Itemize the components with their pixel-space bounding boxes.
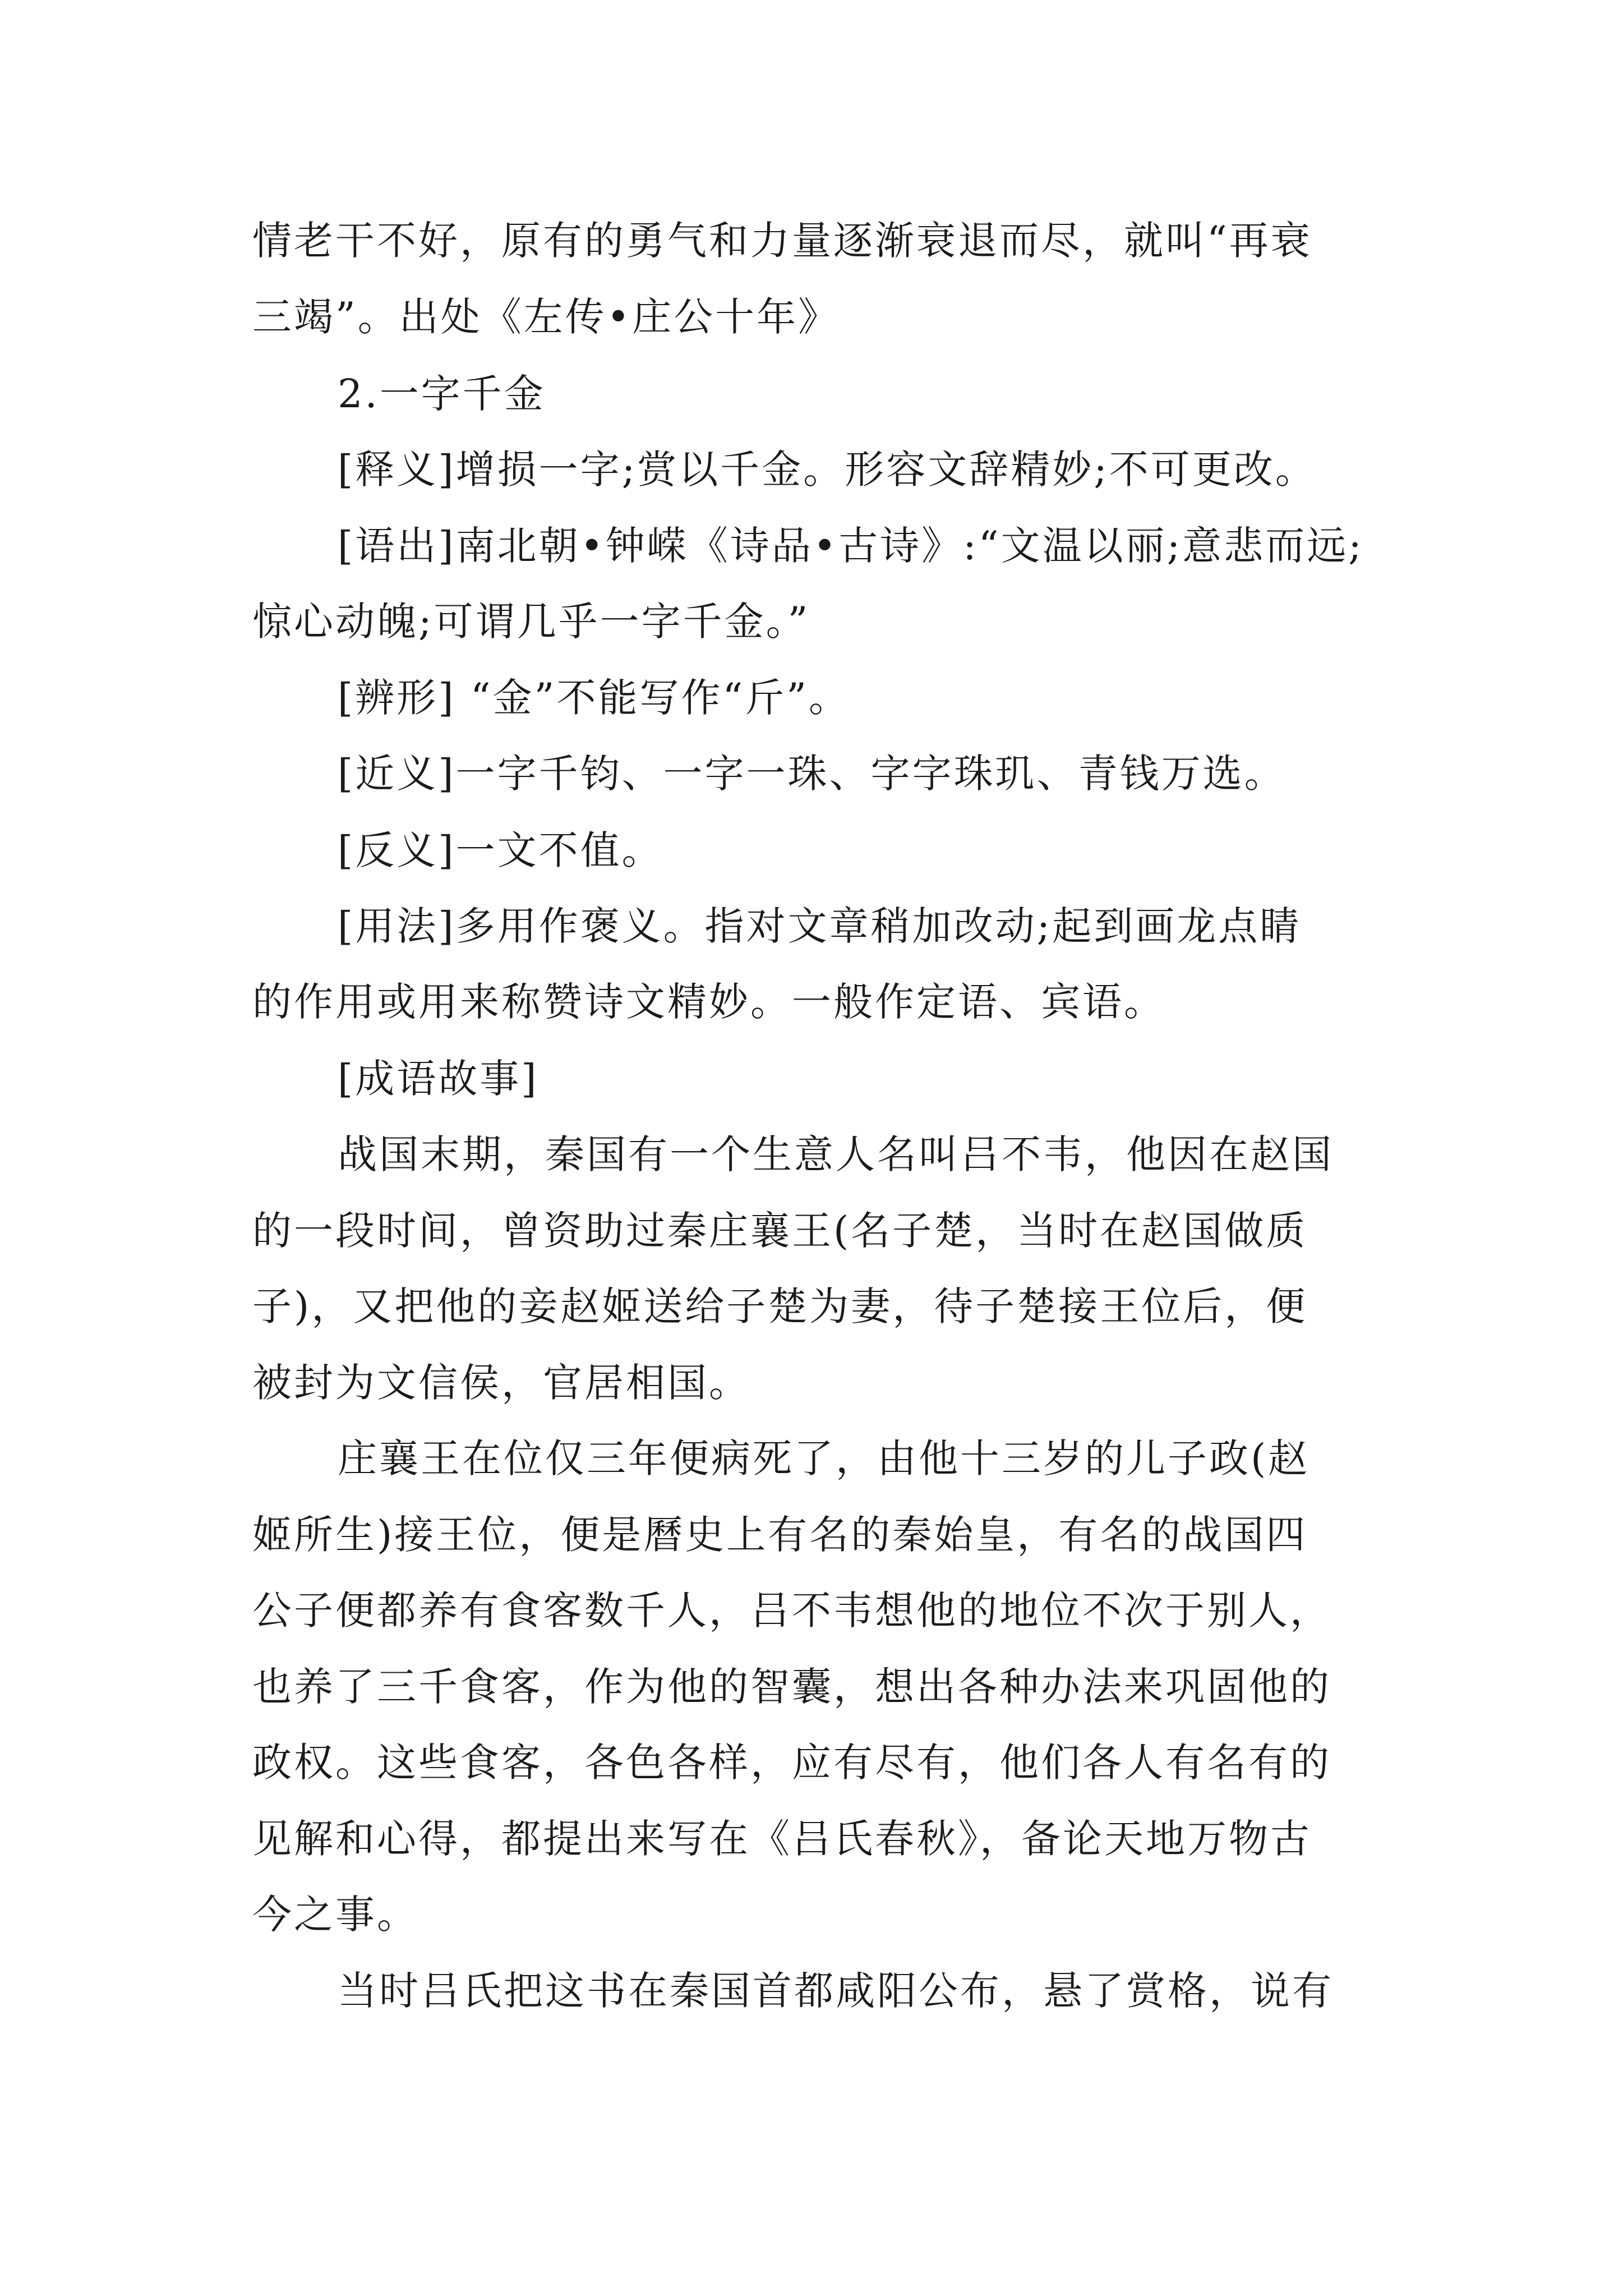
text-line: 的作用或用来称赞诗文精妙。一般作定语、宾语。 bbox=[252, 979, 1165, 1025]
text-line: 今之事。 bbox=[252, 1892, 418, 1938]
text-line: 三竭”。出处《左传•庄公十年》 bbox=[252, 294, 840, 340]
text-line: 战国末期，秦国有一个生意人名叫吕不韦，他因在赵国 bbox=[338, 1131, 1334, 1177]
synonym-line: [近义]一字千钧、一字一珠、字字珠玑、青钱万选。 bbox=[338, 751, 1286, 797]
text-line: 姬所生)接王位，便是曆史上有名的秦始皇，有名的战国四 bbox=[252, 1512, 1308, 1558]
text-line: 当时吕氏把这书在秦国首都咸阳公布，悬了赏格，说有 bbox=[338, 1968, 1334, 2014]
text-line: 惊心动魄;可谓几乎一字千金。” bbox=[252, 599, 810, 645]
text-line: 子)，又把他的妾赵姬送给子楚为妻，待子楚接王位后，便 bbox=[252, 1283, 1308, 1329]
usage-line: [用法]多用作褒义。指对文章稍加改动;起到画龙点睛 bbox=[338, 903, 1302, 949]
text-line: 公子便都养有食客数千人，吕不韦想他的地位不次于别人， bbox=[252, 1588, 1331, 1634]
story-heading: [成语故事] bbox=[338, 1056, 539, 1102]
list-item-heading: 2.一字千金 bbox=[338, 371, 546, 417]
definition-line: [释义]增损一字;赏以千金。形容文辞精妙;不可更改。 bbox=[338, 447, 1317, 493]
text-line: 也养了三千食客，作为他的智囊，想出各种办法来巩固他的 bbox=[252, 1664, 1331, 1710]
source-line: [语出]南北朝•钟嵘《诗品•古诗》:“文温以丽;意悲而远; bbox=[338, 523, 1364, 569]
form-note-line: [辨形] “金”不能写作“斤”。 bbox=[338, 675, 851, 721]
text-line: 政权。这些食客，各色各样，应有尽有，他们各人有名有的 bbox=[252, 1740, 1331, 1786]
text-line: 被封为文信侯，官居相国。 bbox=[252, 1360, 750, 1406]
text-line: 情老干不好，原有的勇气和力量逐渐衰退而尽，就叫“再衰 bbox=[252, 218, 1312, 264]
antonym-line: [反义]一文不值。 bbox=[338, 827, 663, 873]
text-line: 庄襄王在位仅三年便病死了，由他十三岁的儿子政(赵 bbox=[338, 1435, 1310, 1481]
text-line: 的一段时间，曾资助过秦庄襄王(名子楚，当时在赵国做质 bbox=[252, 1208, 1308, 1254]
text-line: 见解和心得，都提出来写在《吕氏春秋》，备论天地万物古 bbox=[252, 1816, 1312, 1862]
